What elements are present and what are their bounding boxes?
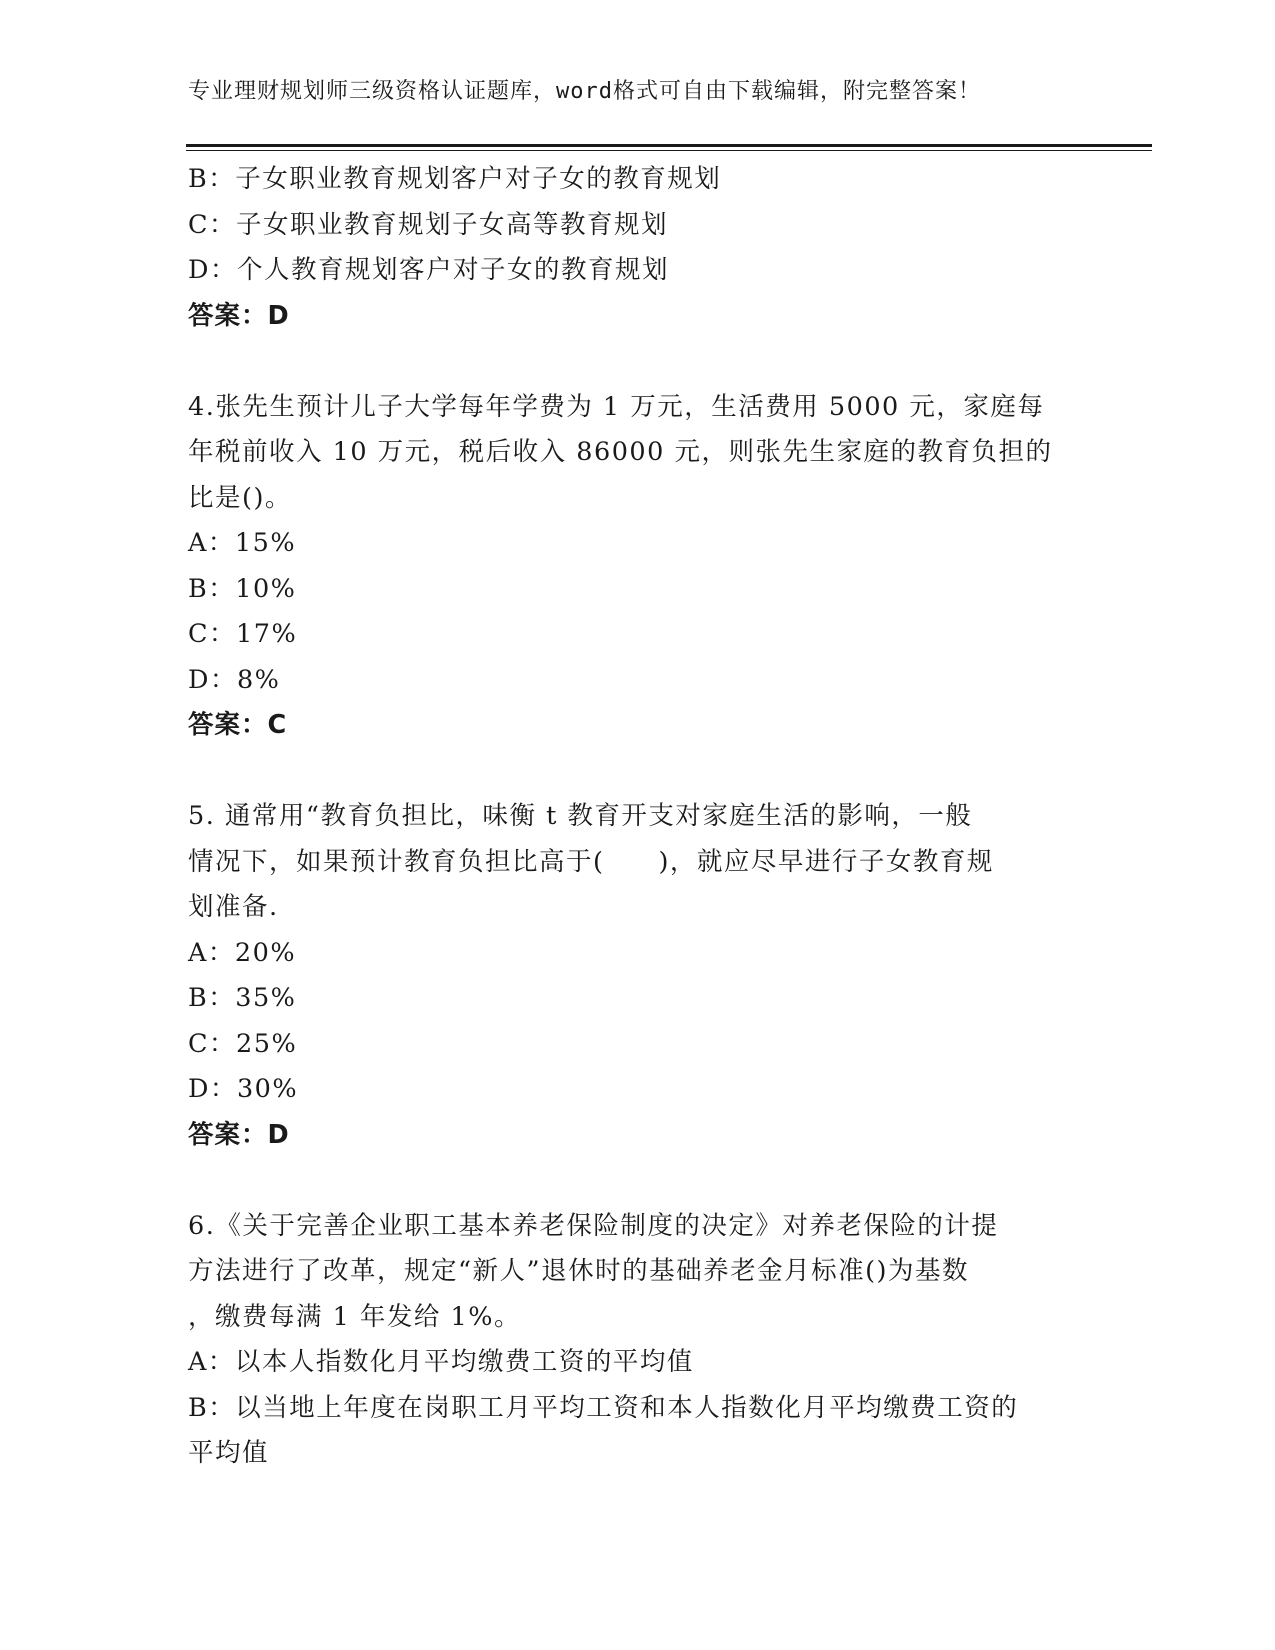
question-5	[188, 794, 1078, 1158]
header-rule-thick	[186, 144, 1152, 147]
option-b: B：35%	[188, 983, 297, 1013]
question-3-tail	[188, 157, 1078, 339]
option-a: A：20%	[188, 937, 297, 968]
question-stem-line: 6.《关于完善企业职工基本养老保险制度的决定》对养老保险的计提	[188, 1210, 999, 1241]
question-4	[188, 385, 1078, 749]
question-stem-line: 5. 通常用“教育负担比，味衡 t 教育开支对家庭生活的影响，一般	[188, 801, 973, 831]
option-b: B：以当地上年度在岗职工月平均工资和本人指数化月平均缴费工资的	[188, 1392, 1019, 1423]
question-stem-line: 年税前收入 10 万元，税后收入 86000 元，则张先生家庭的教育负担的	[188, 437, 1053, 467]
answer: 答案：C	[188, 710, 288, 740]
question-stem-line: 4.张先生预计儿子大学每年学费为 1 万元，生活费用 5000 元，家庭每	[188, 391, 1045, 422]
option-b: B：子女职业教育规划客户对子女的教育规划	[188, 164, 722, 194]
spacer	[188, 339, 1078, 385]
header-rule-thin	[186, 150, 1152, 151]
option-c: C：17%	[188, 619, 298, 649]
answer: 答案：D	[188, 1119, 290, 1150]
spacer	[188, 749, 1078, 795]
answer: 答案：D	[188, 300, 290, 331]
question-stem-line: 方法进行了改革，规定“新人”退休时的基础养老金月标准()为基数	[188, 1256, 969, 1286]
option-a: A：以本人指数化月平均缴费工资的平均值	[188, 1347, 694, 1377]
question-6	[188, 1204, 1078, 1477]
question-content	[188, 157, 1078, 1477]
option-a: A：15%	[188, 528, 297, 558]
page-header: 专业理财规划师三级资格认证题库，word格式可自由下载编辑，附完整答案！	[188, 79, 981, 104]
spacer	[188, 1158, 1078, 1204]
option-b: B：10%	[188, 573, 297, 604]
option-b-continued: 平均值	[188, 1438, 270, 1468]
option-d: D：8%	[188, 664, 281, 695]
option-c: C：25%	[188, 1028, 298, 1059]
option-d: D：个人教育规划客户对子女的教育规划	[188, 255, 669, 285]
question-stem-line: 划准备.	[188, 892, 279, 922]
option-d: D：30%	[188, 1074, 299, 1104]
question-stem-line: 比是()。	[188, 482, 292, 513]
option-c: C：子女职业教育规划子女高等教育规划	[188, 209, 669, 240]
question-stem-line: ，缴费每满 1 年发给 1%。	[188, 1301, 521, 1332]
question-stem-line: 情况下，如果预计教育负担比高于( )，就应尽早进行子女教育规	[188, 846, 994, 877]
